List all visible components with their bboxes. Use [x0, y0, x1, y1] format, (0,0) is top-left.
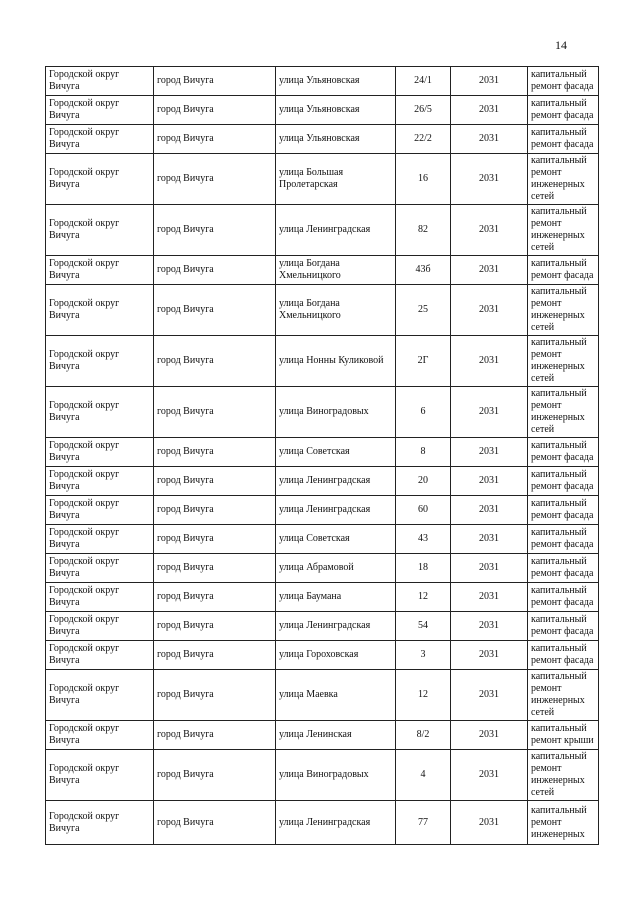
cell-okrug: Городской округ Вичуга — [46, 641, 154, 670]
table-row — [46, 96, 599, 125]
table-row — [46, 801, 599, 845]
cell-okrug: Городской округ Вичуга — [46, 525, 154, 554]
cell-okrug: Городской округ Вичуга — [46, 496, 154, 525]
cell-city: город Вичуга — [154, 801, 276, 845]
cell-city: город Вичуга — [154, 154, 276, 205]
cell-okrug: Городской округ Вичуга — [46, 154, 154, 205]
cell-okrug: Городской округ Вичуга — [46, 467, 154, 496]
cell-okrug: Городской округ Вичуга — [46, 256, 154, 285]
cell-house-number: 22/2 — [396, 125, 451, 154]
table-row — [46, 467, 599, 496]
cell-year: 2031 — [451, 67, 528, 96]
cell-year: 2031 — [451, 285, 528, 336]
cell-year: 2031 — [451, 750, 528, 801]
cell-city: город Вичуга — [154, 467, 276, 496]
cell-house-number: 60 — [396, 496, 451, 525]
table-row — [46, 205, 599, 256]
table-row — [46, 496, 599, 525]
cell-city: город Вичуга — [154, 256, 276, 285]
cell-house-number: 82 — [396, 205, 451, 256]
cell-street: улица Ульяновская — [276, 96, 396, 125]
cell-street: улица Виноградовых — [276, 750, 396, 801]
cell-house-number: 2Г — [396, 336, 451, 387]
cell-okrug: Городской округ Вичуга — [46, 96, 154, 125]
cell-street: улица Ленинградская — [276, 496, 396, 525]
table-row — [46, 554, 599, 583]
cell-work-type: капитальный ремонт фасада — [528, 554, 599, 583]
cell-house-number: 18 — [396, 554, 451, 583]
cell-street: улица Советская — [276, 438, 396, 467]
cell-city: город Вичуга — [154, 554, 276, 583]
table-row — [46, 438, 599, 467]
cell-okrug: Городской округ Вичуга — [46, 67, 154, 96]
cell-work-type: капитальный ремонт крыши — [528, 721, 599, 750]
cell-year: 2031 — [451, 256, 528, 285]
cell-okrug: Городской округ Вичуга — [46, 721, 154, 750]
cell-work-type: капитальный ремонт фасада — [528, 525, 599, 554]
cell-house-number: 77 — [396, 801, 451, 845]
repair-schedule-table — [45, 66, 599, 845]
cell-year: 2031 — [451, 641, 528, 670]
cell-okrug: Городской округ Вичуга — [46, 285, 154, 336]
cell-city: город Вичуга — [154, 387, 276, 438]
cell-house-number: 20 — [396, 467, 451, 496]
cell-okrug: Городской округ Вичуга — [46, 670, 154, 721]
cell-city: город Вичуга — [154, 496, 276, 525]
cell-year: 2031 — [451, 721, 528, 750]
cell-street: улица Баумана — [276, 583, 396, 612]
cell-street: улица Ленинградская — [276, 467, 396, 496]
cell-year: 2031 — [451, 438, 528, 467]
cell-year: 2031 — [451, 387, 528, 438]
cell-street: улица Абрамовой — [276, 554, 396, 583]
table-row — [46, 285, 599, 336]
cell-house-number: 54 — [396, 612, 451, 641]
cell-house-number: 6 — [396, 387, 451, 438]
cell-house-number: 3 — [396, 641, 451, 670]
cell-year: 2031 — [451, 154, 528, 205]
cell-year: 2031 — [451, 583, 528, 612]
cell-year: 2031 — [451, 125, 528, 154]
cell-work-type: капитальный ремонт фасада — [528, 125, 599, 154]
cell-city: город Вичуга — [154, 670, 276, 721]
cell-house-number: 43 — [396, 525, 451, 554]
cell-work-type: капитальный ремонт инженерных сетей — [528, 336, 599, 387]
cell-year: 2031 — [451, 670, 528, 721]
table-row — [46, 721, 599, 750]
cell-work-type: капитальный ремонт инженерных — [528, 801, 599, 845]
cell-city: город Вичуга — [154, 336, 276, 387]
cell-street: улица Виноградовых — [276, 387, 396, 438]
cell-street: улица Маевка — [276, 670, 396, 721]
cell-okrug: Городской округ Вичуга — [46, 554, 154, 583]
cell-okrug: Городской округ Вичуга — [46, 125, 154, 154]
cell-city: город Вичуга — [154, 583, 276, 612]
cell-house-number: 26/5 — [396, 96, 451, 125]
cell-house-number: 25 — [396, 285, 451, 336]
cell-city: город Вичуга — [154, 67, 276, 96]
cell-street: улица Ульяновская — [276, 125, 396, 154]
cell-house-number: 24/1 — [396, 67, 451, 96]
cell-work-type: капитальный ремонт фасада — [528, 256, 599, 285]
cell-city: город Вичуга — [154, 438, 276, 467]
cell-okrug: Городской округ Вичуга — [46, 612, 154, 641]
cell-city: город Вичуга — [154, 721, 276, 750]
cell-work-type: капитальный ремонт фасада — [528, 438, 599, 467]
table-row — [46, 525, 599, 554]
cell-city: город Вичуга — [154, 285, 276, 336]
cell-year: 2031 — [451, 612, 528, 641]
table-row — [46, 750, 599, 801]
cell-work-type: капитальный ремонт фасада — [528, 641, 599, 670]
cell-work-type: капитальный ремонт фасада — [528, 467, 599, 496]
cell-year: 2031 — [451, 467, 528, 496]
table-row — [46, 387, 599, 438]
cell-work-type: капитальный ремонт инженерных сетей — [528, 205, 599, 256]
cell-work-type: капитальный ремонт фасада — [528, 612, 599, 641]
cell-work-type: капитальный ремонт инженерных сетей — [528, 670, 599, 721]
cell-city: город Вичуга — [154, 750, 276, 801]
cell-street: улица Большая Пролетарская — [276, 154, 396, 205]
cell-street: улица Ленинская — [276, 721, 396, 750]
cell-house-number: 12 — [396, 583, 451, 612]
cell-work-type: капитальный ремонт инженерных сетей — [528, 387, 599, 438]
page-number: 14 — [555, 38, 567, 52]
table-row — [46, 336, 599, 387]
table-row — [46, 583, 599, 612]
cell-year: 2031 — [451, 96, 528, 125]
cell-work-type: капитальный ремонт фасада — [528, 67, 599, 96]
cell-okrug: Городской округ Вичуга — [46, 205, 154, 256]
cell-year: 2031 — [451, 801, 528, 845]
cell-okrug: Городской округ Вичуга — [46, 750, 154, 801]
cell-okrug: Городской округ Вичуга — [46, 583, 154, 612]
table-row — [46, 125, 599, 154]
cell-city: город Вичуга — [154, 205, 276, 256]
cell-year: 2031 — [451, 554, 528, 583]
table-row — [46, 641, 599, 670]
table-row — [46, 256, 599, 285]
cell-street: улица Ленинградская — [276, 612, 396, 641]
cell-city: город Вичуга — [154, 525, 276, 554]
cell-work-type: капитальный ремонт фасада — [528, 96, 599, 125]
cell-house-number: 16 — [396, 154, 451, 205]
cell-street: улица Ленинградская — [276, 205, 396, 256]
cell-work-type: капитальный ремонт инженерных сетей — [528, 154, 599, 205]
cell-okrug: Городской округ Вичуга — [46, 801, 154, 845]
cell-street: улица Советская — [276, 525, 396, 554]
cell-house-number: 4 — [396, 750, 451, 801]
cell-street: улица Ленинградская — [276, 801, 396, 845]
cell-street: улица Богдана Хмельницкого — [276, 285, 396, 336]
cell-okrug: Городской округ Вичуга — [46, 336, 154, 387]
table-row — [46, 612, 599, 641]
cell-city: город Вичуга — [154, 125, 276, 154]
cell-house-number: 12 — [396, 670, 451, 721]
cell-street: улица Гороховская — [276, 641, 396, 670]
cell-street: улица Ульяновская — [276, 67, 396, 96]
cell-okrug: Городской округ Вичуга — [46, 438, 154, 467]
cell-year: 2031 — [451, 205, 528, 256]
cell-city: город Вичуга — [154, 612, 276, 641]
cell-year: 2031 — [451, 496, 528, 525]
table-row — [46, 154, 599, 205]
cell-okrug: Городской округ Вичуга — [46, 387, 154, 438]
cell-house-number: 43б — [396, 256, 451, 285]
table-row — [46, 670, 599, 721]
cell-year: 2031 — [451, 336, 528, 387]
cell-street: улица Нонны Куликовой — [276, 336, 396, 387]
cell-year: 2031 — [451, 525, 528, 554]
cell-work-type: капитальный ремонт инженерных сетей — [528, 285, 599, 336]
cell-house-number: 8/2 — [396, 721, 451, 750]
table-row — [46, 67, 599, 96]
cell-work-type: капитальный ремонт инженерных сетей — [528, 750, 599, 801]
cell-street: улица Богдана Хмельницкого — [276, 256, 396, 285]
cell-work-type: капитальный ремонт фасада — [528, 583, 599, 612]
cell-city: город Вичуга — [154, 96, 276, 125]
cell-work-type: капитальный ремонт фасада — [528, 496, 599, 525]
cell-house-number: 8 — [396, 438, 451, 467]
cell-city: город Вичуга — [154, 641, 276, 670]
